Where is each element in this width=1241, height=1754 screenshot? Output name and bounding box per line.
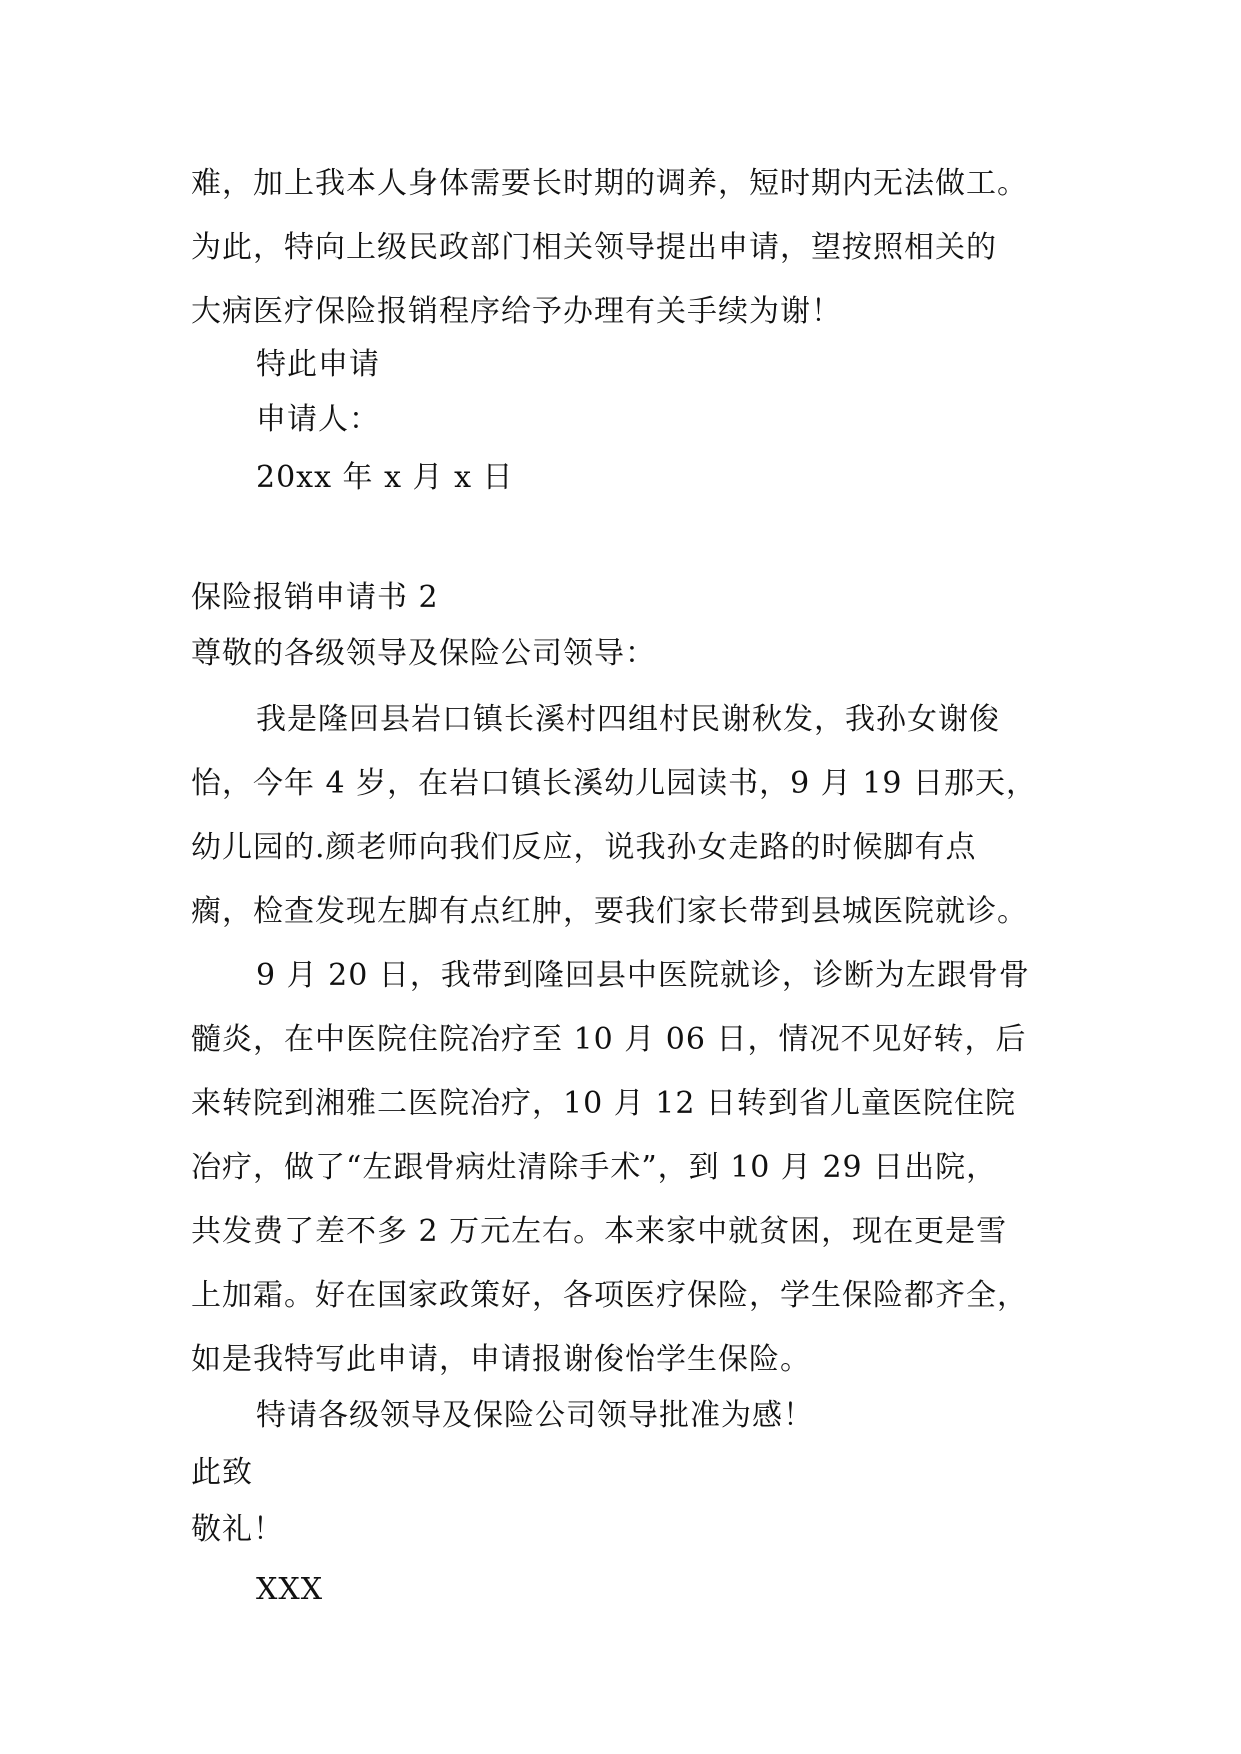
- paragraph-line: 幼儿园的.颜老师向我们反应，说我孙女走路的时候脚有点: [191, 830, 977, 865]
- request-line: 特请各级领导及保险公司领导批准为感！: [256, 1398, 814, 1433]
- paragraph-line: 瘸，检查发现左脚有点红肿，要我们家长带到县城医院就诊。: [191, 894, 1028, 929]
- body-line: 为此，特向上级民政部门相关领导提出申请，望按照相关的: [191, 230, 997, 265]
- paragraph-line: 我是隆回县岩口镇长溪村四组村民谢秋发，我孙女谢俊: [256, 702, 1000, 737]
- body-line: 难，加上我本人身体需要长时期的调养，短时期内无法做工。: [191, 166, 1028, 201]
- paragraph-line: 来转院到湘雅二医院冶疗，10 月 12 日转到省儿童医院住院: [191, 1086, 1016, 1121]
- paragraph-line: 冶疗，做了“左跟骨病灶清除手术”，到 10 月 29 日出院，: [191, 1150, 998, 1185]
- applicant-label: 申请人：: [256, 402, 380, 437]
- closing-line: 此致: [191, 1455, 253, 1490]
- closing-text: 特此申请: [256, 347, 380, 382]
- paragraph-line: 如是我特写此申请，申请报谢俊怡学生保险。: [191, 1342, 811, 1377]
- signature: XXX: [256, 1572, 324, 1607]
- paragraph-line: 怡，今年 4 岁，在岩口镇长溪幼儿园读书，9 月 19 日那天，: [191, 766, 1038, 801]
- paragraph-line: 共发费了差不多 2 万元左右。本来家中就贫困，现在更是雪: [191, 1214, 1008, 1249]
- paragraph-line: 上加霜。好在国家政策好，各项医疗保险，学生保险都齐全，: [191, 1278, 1028, 1313]
- section-title: 保险报销申请书 2: [191, 580, 439, 615]
- closing-line: 敬礼！: [191, 1512, 284, 1547]
- body-line: 大病医疗保险报销程序给予办理有关手续为谢！: [191, 294, 842, 329]
- salutation: 尊敬的各级领导及保险公司领导：: [191, 636, 656, 671]
- paragraph-line: 9 月 20 日，我带到隆回县中医院就诊，诊断为左跟骨骨: [256, 958, 1030, 993]
- paragraph-line: 髓炎，在中医院住院冶疗至 10 月 06 日，情况不见好转，后: [191, 1022, 1027, 1057]
- date-line: 20xx 年 x 月 x 日: [256, 460, 514, 495]
